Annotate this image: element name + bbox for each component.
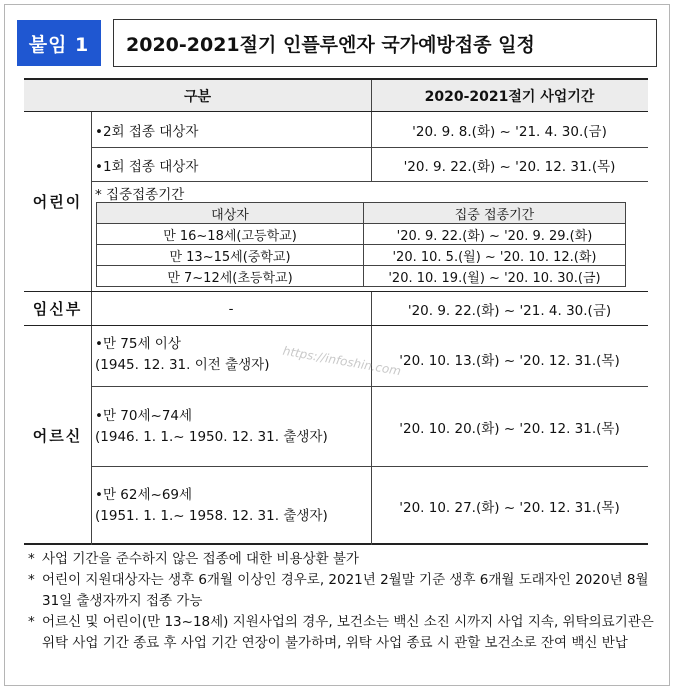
watermark: https://infoshin.com [281,343,403,379]
intensive-target: 만 7~12세(초등학교) [167,270,293,286]
group-pregnant: 임신부 [32,300,83,318]
period-cell: '20. 10. 13.(화) ~ '20. 12. 31.(목) [399,353,620,369]
target-line: •만 75세 이상 [95,336,181,352]
target-birth-range: (1946. 1. 1.~ 1950. 12. 31. 출생자) [95,429,328,445]
target-cell [95,485,328,527]
target-cell [95,334,270,376]
period-cell: '20. 9. 8.(화) ~ '21. 4. 30.(금) [412,123,607,140]
footnote-text: 어린이 지원대상자는 생후 6개월 이상인 경우로, 2021년 2월말 기준 생후 6개월 도래자인 2020년 8월 31일 출생자까지 접종 가능 [42,572,649,609]
footnote-text: 어르신 및 어린이(만 13~18세) 지원사업의 경우, 보건소는 백신 소진 시까지 사업 지속, 위탁의료기관은 위탁 사업 기간 종료 후 사업 기간 연장이 불가하며, 위탁 사업 종료 시 관할 보건소로 잔여 백신 반납 [42,614,654,651]
intensive-target: 만 16~18세(고등학교) [163,228,297,244]
footnote-mark: * [28,572,35,588]
group-elderly: 어르신 [32,427,83,445]
intensive-table [96,202,626,287]
footnote-text: 사업 기간을 준수하지 않은 접종에 대한 비용상환 불가 [42,551,359,567]
footnote-mark: * [28,614,35,630]
intensive-period: '20. 9. 22.(화) ~ '20. 9. 29.(화) [396,228,593,244]
footnote [28,549,660,570]
footnote [28,612,660,654]
intensive-header-period: 집중 접종기간 [454,207,535,223]
intensive-period: '20. 10. 19.(월) ~ '20. 10. 30.(금) [388,270,601,286]
schedule-table [24,78,648,545]
group-children: 어린이 [32,193,83,211]
header-category: 구분 [183,89,212,105]
target-birth-range: (1951. 1. 1.~ 1958. 12. 31. 출생자) [95,508,328,524]
footnote [28,570,660,612]
target-birth-range: (1945. 12. 31. 이전 출생자) [95,357,270,373]
header-period: 2020-2021절기 사업기간 [424,89,595,105]
footnote-mark: * [28,551,35,567]
intensive-target: 만 13~15세(중학교) [169,249,291,265]
target-cell: •2회 접종 대상자 [95,123,199,140]
period-cell: '20. 9. 22.(화) ~ '21. 4. 30.(금) [407,302,612,319]
intensive-caption: * 집중접종기간 [95,187,185,203]
target-cell: •1회 접종 대상자 [95,158,199,175]
intensive-header-target: 대상자 [211,207,249,223]
attachment-badge: 붙임 1 [17,20,101,66]
period-cell: '20. 9. 22.(화) ~ '20. 12. 31.(목) [403,158,616,175]
target-cell [95,406,328,448]
target-cell: - [228,300,234,317]
target-line: •만 70세~74세 [95,408,193,424]
period-cell: '20. 10. 20.(화) ~ '20. 12. 31.(목) [399,420,620,437]
footnotes [28,549,660,654]
page-title: 2020-2021절기 인플루엔자 국가예방접종 일정 [113,19,657,67]
target-line: •만 62세~69세 [95,487,193,503]
intensive-period: '20. 10. 5.(월) ~ '20. 10. 12.(화) [392,249,597,265]
period-cell: '20. 10. 27.(화) ~ '20. 12. 31.(목) [399,500,620,516]
